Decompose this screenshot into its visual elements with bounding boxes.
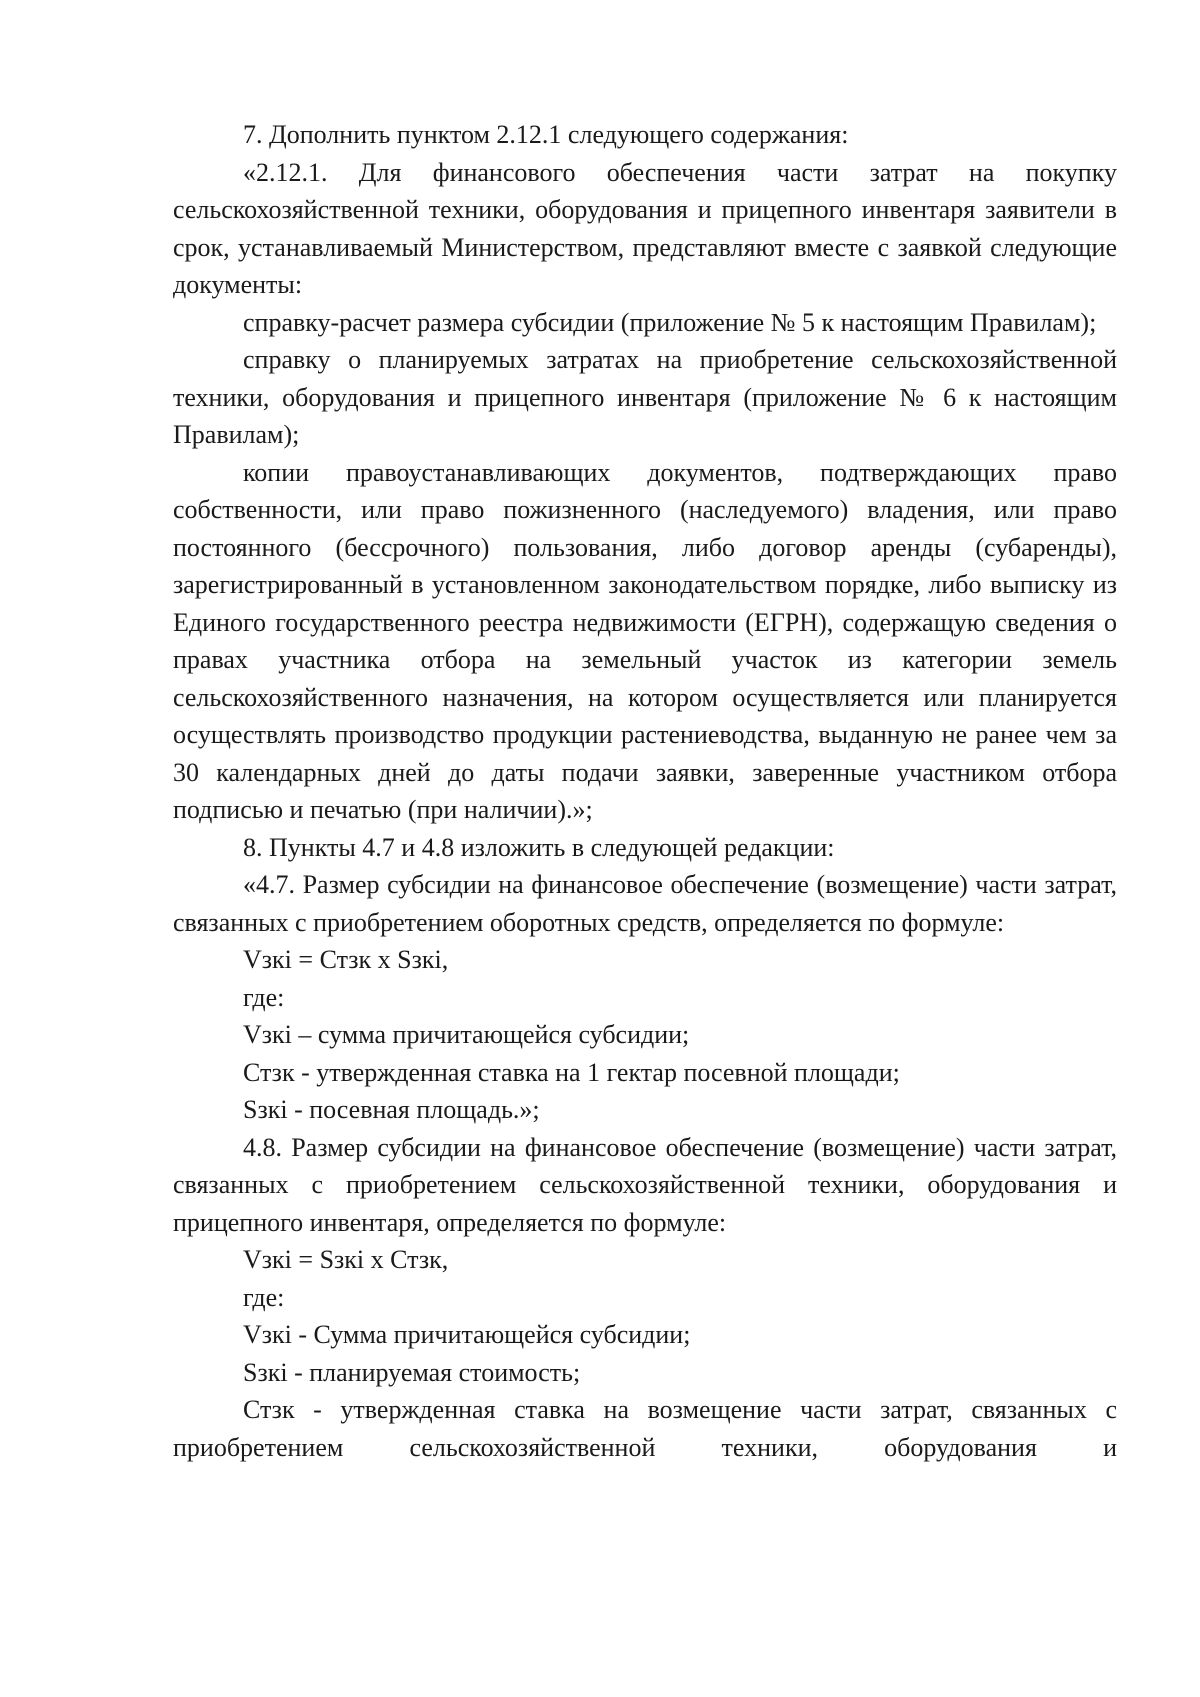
- formula-term-rate: Стзк - утвержденная ставка на 1 гектар посевной площади;: [243, 1057, 900, 1087]
- clause-2-12-1-intro: «2.12.1. Для финансового обеспечения части затрат на покупку сельскохозяйственной техники, оборудования и прицепного инвентаря заявители в срок, устанавливаемый Министерством, представляют вместе с заявкой следующие документы:: [173, 157, 1117, 299]
- clause-4-8-intro: 4.8. Размер субсидии на финансовое обеспечение (возмещение) части затрат, связанных с приобретением сельскохозяйственной техники, оборудования и прицепного инвентаря, определяется по формуле:: [173, 1132, 1117, 1237]
- formula-where-label-2: где:: [243, 1282, 285, 1312]
- document-body: [173, 116, 1117, 1466]
- clause-4-7-intro: «4.7. Размер субсидии на финансовое обеспечение (возмещение) части затрат, связанных с приобретением оборотных средств, определяется по формуле:: [173, 870, 1117, 937]
- formula-term-rate-2: Стзк - утвержденная ставка на возмещение части затрат, связанных с приобретением сельскохозяйственной техники, оборудования и: [173, 1395, 1117, 1462]
- formula-4-8: Vзкi = Sзкi х Стзк,: [243, 1245, 449, 1274]
- document-list-item-calculation: справку-расчет размера субсидии (приложение № 5 к настоящим Правилам);: [243, 307, 1097, 337]
- amendment-8-heading: 8. Пункты 4.7 и 4.8 изложить в следующей редакции:: [243, 832, 835, 862]
- amendment-7-heading: 7. Дополнить пунктом 2.12.1 следующего содержания:: [243, 120, 849, 149]
- formula-term-cost: Sзкi - планируемая стоимость;: [243, 1357, 581, 1387]
- document-list-item-title-documents: копии правоустанавливающих документов, подтверждающих право собственности, или право пожизненного (наследуемого) владения, или право постоянного (бессрочного) пользования, либо договор аренды (субаренды), зарегистрированный в установленном законодательством порядке, либо выписку из Единого государственного реестра недвижимости (ЕГРН), содержащую сведения о правах участника отбора на земельный участок из категории земель сельскохозяйственного назначения, на котором осуществляется или планируется осуществлять производство продукции растениеводства, выданную не ранее чем за 30 календарных дней до даты подачи заявки, заверенные участником отбора подписью и печатью (при наличии).»;: [173, 457, 1117, 824]
- formula-term-subsidy: Vзкi – сумма причитающейся субсидии;: [243, 1020, 690, 1049]
- formula-where-label: где:: [243, 982, 285, 1012]
- formula-term-subsidy-2: Vзкi - Сумма причитающейся субсидии;: [243, 1320, 691, 1349]
- document-list-item-costs-reference: справку о планируемых затратах на приобретение сельскохозяйственной техники, оборудования и прицепного инвентаря (приложение № 6 к настоящим Правилам);: [173, 345, 1117, 449]
- formula-4-7: Vзкi = Стзк х Sзкi,: [243, 945, 449, 974]
- formula-term-area: Sзкi - посевная площадь.»;: [243, 1095, 540, 1124]
